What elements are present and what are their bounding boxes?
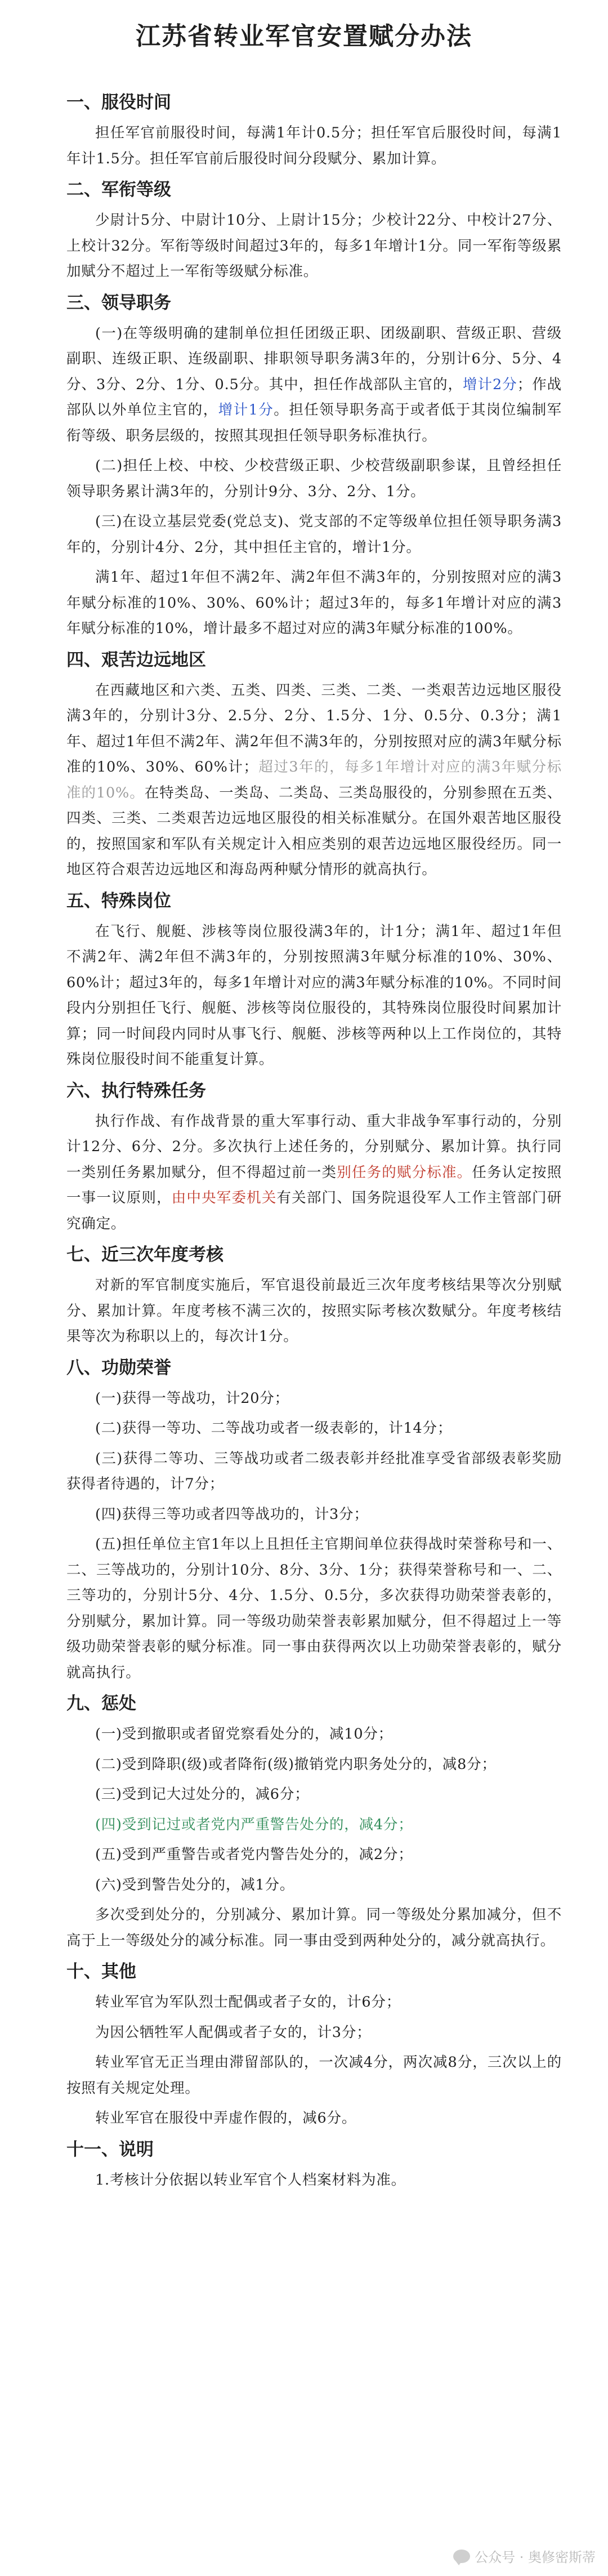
paragraph	[66, 509, 562, 560]
text-run: (一)在等级明确的建制单位担任团级正职、团级副职、营级正职、营级副职、连级正职、连级副职、排职领导职务满3年的，分别计6分、5分、4分、3分、2分、1分、0.5分。其中，担任作战部队主官的，	[66, 324, 562, 393]
paragraph	[66, 1752, 562, 1778]
text-run: 为因公牺牲军人配偶或者子女的，计3分；	[95, 2024, 372, 2041]
paragraph	[66, 208, 562, 285]
section-heading: 三、领导职务	[66, 292, 171, 313]
section-heading: 六、执行特殊任务	[66, 1080, 206, 1101]
text-run: 少尉计5分、中尉计10分、上尉计15分；少校计22分、中校计27分、上校计32分。军衔等级时间超过3年的，每多1年增计1分。同一军衔等级累加赋分不超过上一军衔等级赋分标准。	[66, 212, 562, 280]
paragraph	[66, 2168, 562, 2194]
section-heading: 四、艰苦边远地区	[66, 649, 206, 670]
section	[66, 291, 562, 642]
text-run: (三)受到记大过处分的，减6分；	[95, 1786, 310, 1803]
paragraph	[66, 321, 562, 449]
section	[66, 177, 562, 285]
paragraph	[66, 1990, 562, 2016]
wechat-icon	[453, 2550, 470, 2563]
document-body	[66, 84, 562, 2198]
section-heading: 二、军衔等级	[66, 180, 171, 200]
text-run: 执行作战、有作战背景的重大军事行动、重大非战争军事行动的，分别计12分、6分、2分。多次执行上述任务的，分别赋分、累加计算。执行同一类别任务累加赋分，但不得超过前一类别任务的赋分标准。任务认定按照一事一议原则，由中央军委机关有关部门、国务院退役军人工作主管部门研究确定。	[66, 1112, 562, 1232]
text-run: (一)获得一等战功，计20分；	[95, 1389, 289, 1407]
text-run: 转业军官无正当理由滞留部队的，一次减4分，两次减8分，三次以上的按照有关规定处理。	[66, 2054, 562, 2097]
section-heading: 十、其他	[66, 1962, 136, 1982]
paragraph	[66, 1842, 562, 1868]
paragraph	[66, 1502, 562, 1528]
paragraph	[66, 121, 562, 172]
section	[66, 1242, 562, 1350]
watermark	[453, 2546, 596, 2566]
paragraph	[66, 565, 562, 642]
text-run: 对新的军官制度实施后，军官退役前最近三次年度考核结果等次分别赋分、累加计算。年度考核不满三次的，按照实际考核次数赋分。年度考核结果等次为称职以上的，每次计1分。	[66, 1277, 562, 1345]
section	[66, 90, 562, 172]
text-run: 在特类岛、一类岛、二类岛、三类岛服役的，分别参照在五类、四类、三类、二类艰苦边远地区服役的相关标准赋分。在国外艰苦地区服役的，按照国家和军队有关规定计入相应类别的艰苦边远地区服役经历。同一地区符合艰苦边远地区和海岛两种赋分情形的就高执行。	[66, 784, 562, 878]
section-heading: 五、特殊岗位	[66, 890, 171, 911]
text-run: 转业军官在服役中弄虚作假的，减6分。	[95, 2110, 357, 2127]
text-run: 1.考核计分依据以转业军官个人档案材料为准。	[95, 2171, 406, 2189]
section	[66, 1356, 562, 1686]
paragraph	[66, 1273, 562, 1350]
paragraph	[66, 1416, 562, 1442]
text-run: (五)担任单位主官1年以上且担任主官期间单位获得战时荣誉称号和一、二、三等战功的，分别计10分、8分、3分、1分；获得荣誉称号和一、二、三等功的，分别计5分、4分、1.5分、0.5分，多次获得功勋荣誉表彰的，分别赋分，累加计算。同一等级功勋荣誉表彰累加赋分，但不得超过上一等级功勋荣誉表彰的赋分标准。同一事由获得两次以上功勋荣誉表彰的，赋分就高执行。	[66, 1536, 562, 1681]
paragraph	[66, 1532, 562, 1686]
section	[66, 648, 562, 883]
document-title: 江苏省转业军官安置赋分办法	[136, 22, 472, 51]
text-run: 在西藏地区和六类、五类、四类、三类、二类、一类艰苦边远地区服役满3年的，分别计3分、2.5分、2分、1.5分、1分、0.5分、0.3分；满1年、超过1年但不满2年、满2年但不满3年的，分别按照对应的满3年赋分标准的10%、30%、60%计；	[66, 681, 562, 776]
section	[66, 2137, 562, 2194]
text-run: (一)受到撤职或者留党察看处分的，减10分；	[95, 1726, 393, 1742]
section	[66, 1691, 562, 1954]
paragraph	[66, 1722, 562, 1748]
paragraph	[66, 1812, 562, 1838]
text-run: (五)受到严重警告或者党内警告处分的，减2分；	[95, 1846, 413, 1863]
section	[66, 1959, 562, 2132]
text-run: (三)获得二等功、三等战功或者二级表彰并经批准享受省部级表彰奖励获得者待遇的，计7分；	[66, 1450, 562, 1492]
text-run: 在飞行、舰艇、涉核等岗位服役满3年的，计1分；满1年、超过1年但不满2年、满2年但不满3年的，分别按照满3年赋分标准的10%、30%、60%计；超过3年的，每多1年增计对应的满3年赋分标准的10%。不同时间段内分别担任飞行、舰艇、涉核等岗位服役的，其特殊岗位服役时间累加计算；同一时间段内同时从事飞行、舰艇、涉核等两种以上工作岗位的，其特殊岗位服役时间不能重复计算。	[66, 922, 562, 1068]
paragraph	[66, 1873, 562, 1898]
paragraph	[66, 2106, 562, 2132]
text-run: (二)获得一等功、二等战功或者一级表彰的，计14分；	[95, 1420, 453, 1437]
text-run: 。担任领导职务高于或者低于其岗位编制军衔等级、职务层级的，按照其现担任领导职务标准执行。	[66, 402, 562, 444]
section-heading: 十一、说明	[66, 2139, 154, 2160]
paragraph	[66, 2050, 562, 2101]
text-run: (四)受到记过或者党内严重警告处分的，减4分；	[95, 1816, 413, 1833]
text-run: 满1年、超过1年但不满2年、满2年但不满3年的，分别按照对应的满3年赋分标准的10%、30%、60%计；超过3年的，每多1年增计对应的满3年赋分标准的10%，增计最多不超过对应的满3年赋分标准的100%。	[66, 569, 562, 637]
paragraph	[66, 453, 562, 505]
paragraph	[66, 1386, 562, 1412]
watermark-text: 公众号 · 奥修密斯蒂	[475, 2550, 596, 2565]
paragraph	[66, 1109, 562, 1237]
paragraph	[66, 1902, 562, 1954]
text-run: (三)在设立基层党委(党总支)、党支部的不定等级单位担任领导职务满3年的，分别计4分、2分，其中担任主官的，增计1分。	[66, 513, 562, 556]
text-run: 担任军官前服役时间，每满1年计0.5分；担任军官后服役时间，每满1年计1.5分。担任军官前后服役时间分段赋分、累加计算。	[66, 124, 562, 167]
section-heading: 九、惩处	[66, 1693, 136, 1714]
paragraph	[66, 2020, 562, 2046]
paragraph	[66, 1446, 562, 1498]
text-run: (二)受到降职(级)或者降衔(级)撤销党内职务处分的，减8分；	[95, 1755, 497, 1773]
paragraph	[66, 678, 562, 883]
section	[66, 889, 562, 1073]
text-run: ；作战部队以外单位主官的，	[66, 376, 562, 418]
text-run: (二)担任上校、中校、少校营级正职、少校营级副职参谋，且曾经担任领导职务累计满3年的，分别计9分、3分、2分、1分。	[66, 457, 562, 500]
section-heading: 七、近三次年度考核	[66, 1245, 223, 1265]
section-heading: 八、功勋荣誉	[66, 1357, 171, 1378]
text-run: (四)获得三等功或者四等战功的，计3分；	[95, 1505, 369, 1523]
paragraph	[66, 919, 562, 1073]
section-heading: 一、服役时间	[66, 92, 171, 113]
paragraph	[66, 1782, 562, 1808]
text-run: 增计1分	[218, 402, 274, 418]
text-run: 增计2分	[463, 376, 517, 393]
text-run: 转业军官为军队烈士配偶或者子女的，计6分；	[95, 1994, 401, 2011]
text-run: 超过3年的，每多1年增计对应的满3年赋分标准的10%。	[66, 759, 562, 801]
text-run: 多次受到处分的，分别减分、累加计算。同一等级处分累加减分，但不高于上一等级处分的减分标准。同一事由受到两种处分的，减分就高执行。	[66, 1906, 562, 1949]
text-run: (六)受到警告处分的，减1分。	[95, 1876, 295, 1893]
section	[66, 1078, 562, 1237]
